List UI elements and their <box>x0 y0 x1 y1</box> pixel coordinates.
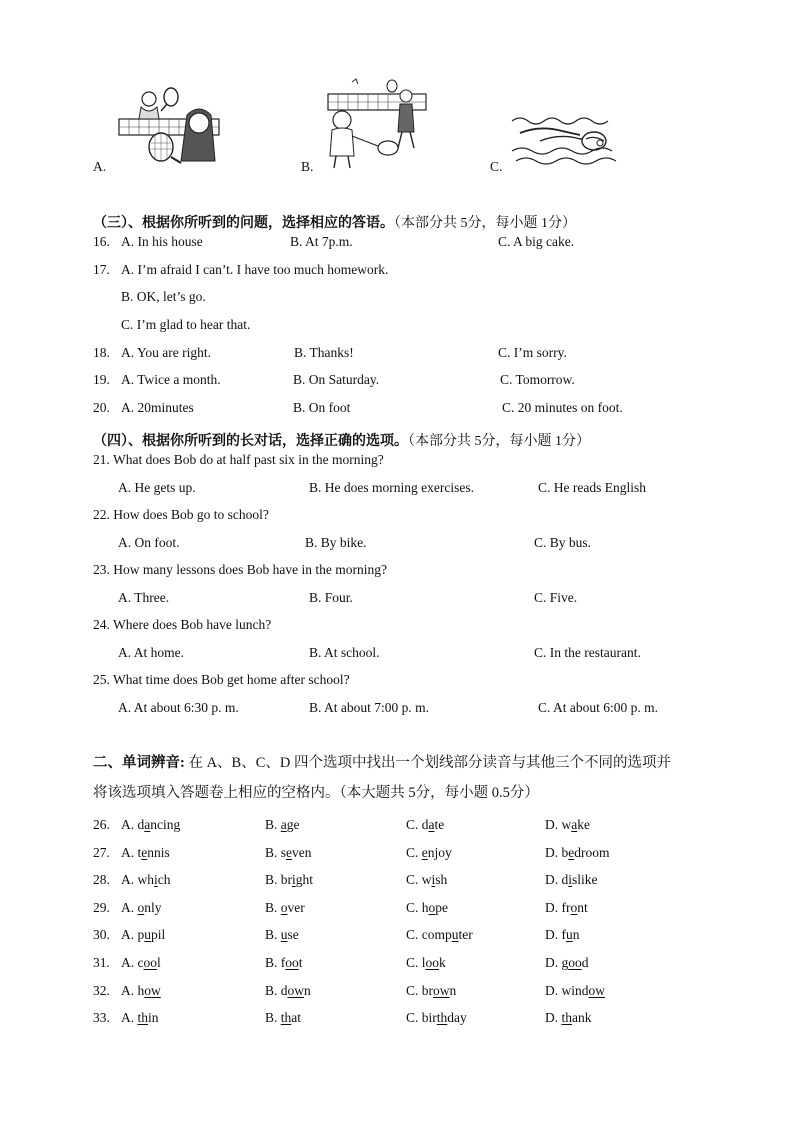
word-option-letter: A. <box>121 900 138 915</box>
q20-option-c: C. 20 minutes on foot. <box>502 400 623 415</box>
word-option <box>406 983 456 999</box>
word-part: ank <box>572 1010 592 1025</box>
word-option-letter: B. <box>265 983 281 998</box>
q18-option-a: A. You are right. <box>121 345 211 360</box>
word-option-letter: C. <box>406 1010 422 1025</box>
underlined-letters: th <box>561 1010 573 1025</box>
part2-heading-line2: 将该选项填入答题卷上相应的空格内。（本大题共 5分，每小题 0.5分） <box>93 785 539 801</box>
word-part: d <box>561 872 569 887</box>
word-option <box>121 900 162 916</box>
q24-option-a: A. At home. <box>118 645 184 660</box>
q22-option-a: A. On foot. <box>118 535 180 550</box>
word-option <box>406 927 473 943</box>
word-part: at <box>291 1010 302 1025</box>
q23-option-c: C. Five. <box>534 590 578 605</box>
word-option <box>406 817 444 833</box>
q16-option-a: A. In his house <box>121 234 203 249</box>
word-part: t <box>137 845 142 860</box>
word-part: nly <box>144 900 162 915</box>
q17-number: 17. <box>93 262 110 277</box>
picture-swimming <box>510 113 622 169</box>
q17-option-a: A. I’m afraid I can’t. I have too much homework. <box>121 262 389 277</box>
word-option-letter: D. <box>545 983 562 998</box>
word-option <box>265 845 312 861</box>
word-part: s <box>280 845 287 860</box>
word-part: f <box>280 955 286 970</box>
swimmer-icon <box>510 113 622 169</box>
word-option <box>265 817 300 833</box>
word-row-number: 33. <box>93 1010 110 1025</box>
word-option <box>406 900 448 916</box>
word-part: h <box>421 900 429 915</box>
underlined-letters: u <box>451 927 459 942</box>
word-option-letter: B. <box>265 955 281 970</box>
word-option <box>545 817 590 833</box>
section3-heading-title: （三）、根据你所听到的问题，选择相应的答语。 <box>93 216 394 231</box>
underlined-letters: th <box>436 1010 448 1025</box>
underlined-letters: o <box>428 900 436 915</box>
q25-option-b: B. At about 7:00 p. m. <box>309 700 430 715</box>
q17-option-c: C. I’m glad to hear that. <box>121 317 251 332</box>
underlined-letters: u <box>566 927 573 942</box>
picture-a-label: A. <box>93 159 107 174</box>
word-part: njoy <box>427 845 452 860</box>
q17-option-b: B. OK, let’s go. <box>121 289 206 304</box>
q21-option-b: B. He does morning exercises. <box>309 480 474 495</box>
word-part: d <box>581 955 589 970</box>
q19-option-a: A. Twice a month. <box>121 372 221 387</box>
q25-option-a: A. At about 6:30 p. m. <box>118 700 239 715</box>
word-part: n <box>572 927 580 942</box>
word-part: pe <box>435 900 449 915</box>
word-option-letter: D. <box>545 817 562 832</box>
word-part: slike <box>572 872 598 887</box>
underlined-letters: a <box>280 817 287 832</box>
word-part: ven <box>292 845 312 860</box>
word-option-letter: B. <box>265 900 281 915</box>
word-part: ght <box>295 872 314 887</box>
word-row-number: 29. <box>93 900 110 915</box>
section4-heading <box>93 430 590 450</box>
word-part: l <box>157 955 161 970</box>
underlined-letters: o <box>137 900 145 915</box>
word-part: t <box>298 955 303 970</box>
q20-number: 20. <box>93 400 110 415</box>
word-part: h <box>137 983 145 998</box>
q21-option-c: C. He reads English <box>538 480 646 495</box>
word-option <box>121 927 165 943</box>
word-option-letter: B. <box>265 1010 281 1025</box>
word-option <box>121 845 170 861</box>
word-part: droom <box>574 845 610 860</box>
underlined-letters: oo <box>425 955 440 970</box>
word-option <box>545 872 598 888</box>
word-part: wind <box>561 983 589 998</box>
word-option <box>265 955 303 971</box>
word-part: pil <box>151 927 166 942</box>
word-option <box>121 983 161 999</box>
word-part: comp <box>421 927 452 942</box>
q22-option-c: C. By bus. <box>534 535 592 550</box>
underlined-letters: u <box>280 927 288 942</box>
word-row-number: 30. <box>93 927 110 942</box>
q16-option-c: C. A big cake. <box>498 234 575 249</box>
q18-option-b: B. Thanks! <box>294 345 354 360</box>
word-part: w <box>421 872 432 887</box>
underlined-letters: i <box>154 872 158 887</box>
q24-option-b: B. At school. <box>309 645 380 660</box>
q22-question: 22. How does Bob go to school? <box>93 507 269 522</box>
underlined-letters: ow <box>144 983 161 998</box>
part2-heading-line1 <box>93 756 671 771</box>
q21-option-a: A. He gets up. <box>118 480 196 495</box>
word-option-letter: A. <box>121 983 138 998</box>
word-part: bir <box>421 1010 437 1025</box>
underlined-letters: ow <box>287 983 305 998</box>
word-option <box>406 845 452 861</box>
underlined-letters: e <box>286 845 293 860</box>
word-option-letter: A. <box>121 955 138 970</box>
q24-option-c: C. In the restaurant. <box>534 645 641 660</box>
word-part: n <box>449 983 457 998</box>
underlined-letters: i <box>431 872 436 887</box>
q25-option-c: C. At about 6:00 p. m. <box>538 700 659 715</box>
q24-question: 24. Where does Bob have lunch? <box>93 617 272 632</box>
word-option-letter: C. <box>406 900 422 915</box>
word-option <box>121 955 161 971</box>
section3-heading <box>93 212 576 232</box>
word-part: nnis <box>147 845 170 860</box>
q23-option-a: A. Three. <box>118 590 170 605</box>
q23-option-b: B. Four. <box>309 590 353 605</box>
word-row-number: 32. <box>93 983 110 998</box>
word-option <box>545 900 588 916</box>
underlined-letters: o <box>570 900 578 915</box>
word-option <box>121 817 180 833</box>
word-part: ncing <box>150 817 181 832</box>
q20-option-a: A. 20minutes <box>121 400 194 415</box>
word-option-letter: C. <box>406 983 422 998</box>
word-part: in <box>148 1010 159 1025</box>
word-part: g <box>561 955 569 970</box>
word-option <box>121 1010 159 1026</box>
word-option-letter: D. <box>545 845 562 860</box>
word-option <box>265 1010 301 1026</box>
q19-option-c: C. Tomorrow. <box>500 372 575 387</box>
word-part: p <box>137 927 145 942</box>
q21-question: 21. What does Bob do at half past six in the morning? <box>93 452 384 467</box>
word-part: ver <box>287 900 305 915</box>
word-part: te <box>434 817 445 832</box>
part2-heading-title: 二、单词辨音: <box>93 755 185 771</box>
badminton-players-icon <box>322 76 432 170</box>
underlined-letters: a <box>144 817 151 832</box>
word-option <box>545 845 610 861</box>
word-option <box>545 983 605 999</box>
word-option <box>406 1010 467 1026</box>
word-option-letter: C. <box>406 955 422 970</box>
q19-number: 19. <box>93 372 110 387</box>
word-part: nt <box>577 900 588 915</box>
word-option <box>545 927 580 943</box>
part2-heading-text: 在 A、B、C、D 四个选项中找出一个划线部分读音与其他三个不同的选项并 <box>184 755 671 771</box>
word-part: c <box>137 955 144 970</box>
word-part: wh <box>137 872 154 887</box>
underlined-letters: th <box>280 1010 292 1025</box>
underlined-letters: th <box>137 1010 149 1025</box>
q16-number: 16. <box>93 234 110 249</box>
word-part: n <box>304 983 311 998</box>
word-option-letter: D. <box>545 900 562 915</box>
word-part: br <box>421 983 434 998</box>
word-option-letter: A. <box>121 1010 138 1025</box>
word-option-letter: D. <box>545 927 562 942</box>
word-part: l <box>421 955 426 970</box>
section3-heading-note: （本部分共 5分，每小题 1分） <box>394 216 576 231</box>
word-option-letter: A. <box>121 817 138 832</box>
word-part: d <box>280 983 288 998</box>
word-option <box>265 900 305 916</box>
word-row-number: 31. <box>93 955 110 970</box>
word-row-number: 28. <box>93 872 110 887</box>
word-part: f <box>561 927 566 942</box>
word-option <box>545 955 589 971</box>
word-row-number: 26. <box>93 817 110 832</box>
word-option <box>545 1010 592 1026</box>
q19-option-b: B. On Saturday. <box>293 372 380 387</box>
underlined-letters: a <box>571 817 578 832</box>
section4-heading-note: （本部分共 5分，每小题 1分） <box>408 434 590 449</box>
underlined-letters: oo <box>285 955 299 970</box>
word-part: se <box>287 927 299 942</box>
q20-option-b: B. On foot <box>293 400 351 415</box>
underlined-letters: oo <box>143 955 157 970</box>
word-part: day <box>447 1010 467 1025</box>
underlined-letters: ow <box>433 983 450 998</box>
picture-badminton <box>322 76 432 170</box>
underlined-letters: ow <box>588 983 605 998</box>
underlined-letters: e <box>421 845 428 860</box>
underlined-letters: i <box>568 872 573 887</box>
word-option <box>265 927 299 943</box>
word-part: ch <box>157 872 171 887</box>
word-part: fr <box>561 900 571 915</box>
picture-tennis <box>115 85 225 167</box>
word-part: br <box>280 872 293 887</box>
tennis-players-icon <box>115 85 225 167</box>
word-option-letter: B. <box>265 845 281 860</box>
q18-number: 18. <box>93 345 110 360</box>
word-option-letter: A. <box>121 927 138 942</box>
word-option-letter: A. <box>121 845 138 860</box>
word-part: ter <box>458 927 473 942</box>
underlined-letters: o <box>280 900 288 915</box>
underlined-letters: oo <box>568 955 582 970</box>
word-part: d <box>421 817 429 832</box>
word-part: ge <box>286 817 300 832</box>
underlined-letters: e <box>141 845 148 860</box>
word-option <box>406 872 447 888</box>
word-row-number: 27. <box>93 845 110 860</box>
word-option-letter: D. <box>545 872 562 887</box>
word-option <box>406 955 446 971</box>
section4-heading-title: （四）、根据你所听到的长对话，选择正确的选项。 <box>93 434 408 449</box>
word-option-letter: D. <box>545 1010 562 1025</box>
word-part: b <box>561 845 569 860</box>
underlined-letters: u <box>144 927 151 942</box>
word-option-letter: B. <box>265 927 281 942</box>
word-option-letter: D. <box>545 955 562 970</box>
q18-option-c: C. I’m sorry. <box>498 345 567 360</box>
q16-option-b: B. At 7p.m. <box>290 234 353 249</box>
word-option <box>265 983 311 999</box>
underlined-letters: e <box>568 845 575 860</box>
picture-b-label: B. <box>301 159 314 174</box>
word-part: ke <box>577 817 590 832</box>
word-part: w <box>561 817 572 832</box>
picture-c-label: C. <box>490 159 503 174</box>
word-part: sh <box>435 872 448 887</box>
word-option-letter: B. <box>265 817 281 832</box>
word-option-letter: C. <box>406 845 422 860</box>
word-option-letter: A. <box>121 872 138 887</box>
word-option-letter: C. <box>406 927 422 942</box>
word-option <box>121 872 171 888</box>
underlined-letters: a <box>428 817 435 832</box>
word-option-letter: C. <box>406 817 422 832</box>
q23-question: 23. How many lessons does Bob have in the morning? <box>93 562 387 577</box>
word-part: k <box>439 955 446 970</box>
underlined-letters: i <box>292 872 296 887</box>
q25-question: 25. What time does Bob get home after school? <box>93 672 350 687</box>
q22-option-b: B. By bike. <box>305 535 367 550</box>
word-option-letter: B. <box>265 872 281 887</box>
word-option <box>265 872 313 888</box>
word-option-letter: C. <box>406 872 422 887</box>
word-part: d <box>137 817 145 832</box>
